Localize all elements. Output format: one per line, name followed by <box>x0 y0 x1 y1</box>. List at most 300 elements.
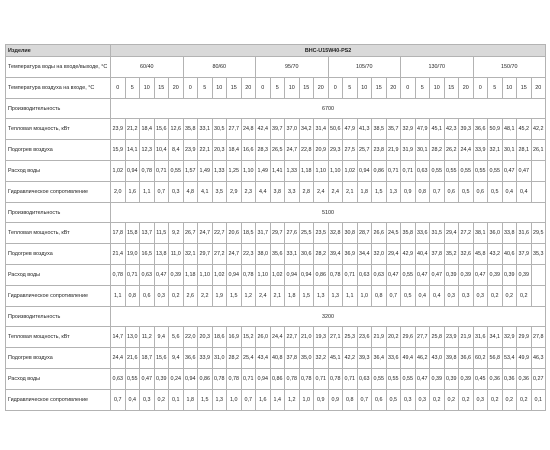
value-cell: 36,9 <box>343 244 358 265</box>
value-cell: 0,7 <box>111 390 126 411</box>
value-cell: 0,3 <box>473 390 488 411</box>
value-cell: 10,4 <box>154 140 169 161</box>
row-label: Расход воды <box>6 161 111 182</box>
value-cell: 0,47 <box>473 265 488 286</box>
value-cell: 37,8 <box>285 348 300 369</box>
value-cell: 18,4 <box>227 140 242 161</box>
row-label: Гидравлическое сопротивление <box>6 390 111 411</box>
value-cell: 17,8 <box>111 223 126 244</box>
value-cell: 0,4 <box>430 286 445 307</box>
value-cell: 0,4 <box>502 182 517 203</box>
value-cell: 31,5 <box>430 223 445 244</box>
value-cell: 56,8 <box>488 348 503 369</box>
value-cell: 0,7 <box>154 182 169 203</box>
value-cell: 30,1 <box>502 140 517 161</box>
data-row <box>6 161 546 182</box>
value-cell: 0,78 <box>212 369 227 390</box>
value-cell: 0,1 <box>531 390 546 411</box>
water-temp-label: Температура воды на входе/выходе, °С <box>6 57 111 78</box>
air-temp-cell: 5 <box>415 78 430 99</box>
value-cell: 36,6 <box>183 348 198 369</box>
value-cell: 0,55 <box>386 369 401 390</box>
data-row <box>6 182 546 203</box>
air-temp-cell: 10 <box>140 78 155 99</box>
data-row <box>6 390 546 411</box>
value-cell: 0,86 <box>270 369 285 390</box>
air-temp-label: Температура воздуха на входе, °С <box>6 78 111 99</box>
value-cell: 1,0 <box>299 390 314 411</box>
value-cell: 0,2 <box>502 286 517 307</box>
value-cell: 35,8 <box>183 119 198 140</box>
value-cell: 29,6 <box>401 327 416 348</box>
value-cell: 0,63 <box>357 265 372 286</box>
value-cell: 0,55 <box>401 369 416 390</box>
value-cell: 25,5 <box>299 223 314 244</box>
row-label: Расход воды <box>6 265 111 286</box>
value-cell: 38,0 <box>256 244 271 265</box>
value-cell: 0,39 <box>169 265 184 286</box>
value-cell: 0,55 <box>401 265 416 286</box>
value-cell: 0,39 <box>459 265 474 286</box>
value-cell: 11,0 <box>169 244 184 265</box>
value-cell: 0,2 <box>502 390 517 411</box>
value-cell: 1,10 <box>198 265 213 286</box>
value-cell: 4,4 <box>256 182 271 203</box>
value-cell: 1,10 <box>256 265 271 286</box>
value-cell: 21,9 <box>459 327 474 348</box>
value-cell: 30,1 <box>415 140 430 161</box>
value-cell: 0,55 <box>444 161 459 182</box>
value-cell: 13,7 <box>140 223 155 244</box>
value-cell: 1,5 <box>299 286 314 307</box>
value-cell: 24,8 <box>241 119 256 140</box>
value-cell: 0,2 <box>154 390 169 411</box>
value-cell: 26,1 <box>531 140 546 161</box>
value-cell: 0,4 <box>517 182 532 203</box>
air-temp-cell: 5 <box>270 78 285 99</box>
value-cell: 38,1 <box>473 223 488 244</box>
value-cell: 26,5 <box>270 140 285 161</box>
row-label: Подогрев воздуха <box>6 244 111 265</box>
value-cell: 2,1 <box>343 182 358 203</box>
value-cell: 1,3 <box>212 390 227 411</box>
value-cell: 0,47 <box>415 265 430 286</box>
value-cell: 33,9 <box>473 140 488 161</box>
value-cell: 14,1 <box>125 140 140 161</box>
air-temp-cell: 10 <box>285 78 300 99</box>
value-cell: 37,0 <box>285 119 300 140</box>
air-temp-cell: 5 <box>488 78 503 99</box>
air-temp-cell: 5 <box>198 78 213 99</box>
value-cell: 0,5 <box>401 286 416 307</box>
value-cell: 22,7 <box>212 223 227 244</box>
value-cell: 29,7 <box>198 244 213 265</box>
value-cell: 33,1 <box>198 119 213 140</box>
value-cell: 45,2 <box>517 119 532 140</box>
data-row <box>6 140 546 161</box>
value-cell: 24,7 <box>198 223 213 244</box>
value-cell: 43,2 <box>488 244 503 265</box>
value-cell: 33,8 <box>502 223 517 244</box>
row-label: Расход воды <box>6 369 111 390</box>
value-cell: 1,5 <box>372 182 387 203</box>
value-cell: 16,6 <box>241 140 256 161</box>
water-range-cell: 150/70 <box>473 57 546 78</box>
value-cell: 0,94 <box>357 161 372 182</box>
value-cell: 0,39 <box>488 265 503 286</box>
value-cell: 40,6 <box>502 244 517 265</box>
capacity-label: Производительность <box>6 99 111 119</box>
value-cell: 26,6 <box>372 223 387 244</box>
value-cell: 29,7 <box>270 223 285 244</box>
value-cell: 33,6 <box>386 348 401 369</box>
value-cell: 32,6 <box>459 244 474 265</box>
air-temp-cell: 0 <box>473 78 488 99</box>
value-cell: 0,4 <box>125 390 140 411</box>
value-cell: 1,49 <box>256 161 271 182</box>
value-cell: 12,6 <box>169 119 184 140</box>
value-cell: 15,9 <box>111 140 126 161</box>
value-cell: 34,2 <box>299 119 314 140</box>
value-cell: 0,2 <box>459 390 474 411</box>
value-cell: 1,33 <box>212 161 227 182</box>
value-cell: 16,5 <box>140 244 155 265</box>
value-cell: 2,8 <box>299 182 314 203</box>
value-cell: 0,55 <box>473 161 488 182</box>
value-cell: 42,4 <box>256 119 271 140</box>
value-cell: 0,94 <box>256 369 271 390</box>
value-cell: 1,1 <box>111 286 126 307</box>
value-cell: 0,36 <box>502 369 517 390</box>
value-cell: 1,0 <box>357 286 372 307</box>
value-cell: 43,4 <box>256 348 271 369</box>
value-cell: 27,2 <box>212 244 227 265</box>
value-cell: 27,1 <box>328 327 343 348</box>
value-cell: 0,63 <box>111 369 126 390</box>
air-temp-cell: 10 <box>357 78 372 99</box>
value-cell: 0,47 <box>154 265 169 286</box>
value-cell: 0,1 <box>169 390 184 411</box>
value-cell: 2,4 <box>314 182 329 203</box>
value-cell: 26,7 <box>183 223 198 244</box>
value-cell: 2,4 <box>328 182 343 203</box>
value-cell: 19,0 <box>125 244 140 265</box>
value-cell: 0,55 <box>125 369 140 390</box>
value-cell: 16,9 <box>227 327 242 348</box>
value-cell: 4,8 <box>183 182 198 203</box>
value-cell: 1,5 <box>227 286 242 307</box>
value-cell: 0,71 <box>343 265 358 286</box>
value-cell: 1,33 <box>285 161 300 182</box>
value-cell: 0,2 <box>169 286 184 307</box>
air-temp-cell: 0 <box>256 78 271 99</box>
value-cell: 35,7 <box>386 119 401 140</box>
value-cell <box>531 182 546 203</box>
value-cell: 20,6 <box>227 223 242 244</box>
value-cell: 0,6 <box>140 286 155 307</box>
capacity-value: 5100 <box>111 203 546 223</box>
value-cell: 22,8 <box>299 140 314 161</box>
value-cell: 1,10 <box>314 161 329 182</box>
air-temp-cell: 15 <box>227 78 242 99</box>
value-cell: 35,8 <box>401 223 416 244</box>
value-cell: 1,8 <box>285 286 300 307</box>
value-cell: 29,5 <box>531 223 546 244</box>
air-temp-cell: 15 <box>444 78 459 99</box>
data-row <box>6 327 546 348</box>
value-cell: 4,1 <box>198 182 213 203</box>
value-cell: 0,3 <box>473 286 488 307</box>
value-cell: 18,4 <box>140 119 155 140</box>
value-cell: 20,3 <box>212 140 227 161</box>
value-cell: 41,3 <box>357 119 372 140</box>
spec-table-wrapper <box>5 44 545 411</box>
value-cell: 1,2 <box>285 390 300 411</box>
capacity-value: 3200 <box>111 307 546 327</box>
value-cell: 21,4 <box>111 244 126 265</box>
value-cell: 9,4 <box>154 327 169 348</box>
value-cell: 36,4 <box>372 348 387 369</box>
value-cell: 20,3 <box>198 327 213 348</box>
value-cell: 1,4 <box>270 390 285 411</box>
value-cell: 0,78 <box>328 265 343 286</box>
value-cell: 31,4 <box>314 119 329 140</box>
value-cell: 0,86 <box>198 369 213 390</box>
value-cell: 29,4 <box>386 244 401 265</box>
value-cell: 0,55 <box>169 161 184 182</box>
value-cell: 0,3 <box>169 182 184 203</box>
value-cell: 11,5 <box>154 223 169 244</box>
value-cell: 0,8 <box>372 286 387 307</box>
value-cell: 23,9 <box>444 327 459 348</box>
value-cell: 1,2 <box>241 286 256 307</box>
value-cell: 31,6 <box>517 223 532 244</box>
value-cell: 0,94 <box>227 265 242 286</box>
value-cell: 0,55 <box>430 161 445 182</box>
air-temp-cell: 15 <box>517 78 532 99</box>
value-cell: 47,9 <box>343 119 358 140</box>
value-cell: 0,78 <box>227 369 242 390</box>
value-cell: 35,3 <box>531 244 546 265</box>
water-range-cell: 105/70 <box>328 57 401 78</box>
value-cell: 23,9 <box>183 140 198 161</box>
value-cell: 15,8 <box>125 223 140 244</box>
capacity-value: 6700 <box>111 99 546 119</box>
value-cell: 0,5 <box>386 390 401 411</box>
water-range-cell: 130/70 <box>401 57 474 78</box>
product-label: Изделие <box>6 45 111 57</box>
value-cell: 1,6 <box>125 182 140 203</box>
value-cell: 0,71 <box>154 161 169 182</box>
value-cell: 46,2 <box>415 348 430 369</box>
value-cell: 0,7 <box>241 390 256 411</box>
value-cell: 39,4 <box>328 244 343 265</box>
value-cell: 20,2 <box>386 327 401 348</box>
value-cell: 1,18 <box>299 161 314 182</box>
row-label: Тепловая мощность, кВт <box>6 327 111 348</box>
air-temp-cell: 5 <box>125 78 140 99</box>
value-cell: 1,0 <box>227 390 242 411</box>
value-cell <box>531 286 546 307</box>
air-temp-cell: 20 <box>459 78 474 99</box>
value-cell: 13,8 <box>154 244 169 265</box>
value-cell: 0,8 <box>343 390 358 411</box>
value-cell: 2,1 <box>270 286 285 307</box>
value-cell: 1,57 <box>183 161 198 182</box>
value-cell: 0,3 <box>154 286 169 307</box>
water-temp-row <box>6 57 546 78</box>
air-temp-cell: 20 <box>169 78 184 99</box>
value-cell: 47,9 <box>415 119 430 140</box>
value-cell: 35,2 <box>444 244 459 265</box>
capacity-row <box>6 99 546 119</box>
value-cell: 22,3 <box>241 244 256 265</box>
value-cell: 0,47 <box>430 265 445 286</box>
water-range-cell: 95/70 <box>256 57 329 78</box>
air-temp-cell: 0 <box>183 78 198 99</box>
value-cell: 22,7 <box>285 327 300 348</box>
air-temp-cell: 15 <box>154 78 169 99</box>
value-cell: 21,6 <box>125 348 140 369</box>
value-cell: 22,0 <box>183 327 198 348</box>
value-cell: 1,3 <box>328 286 343 307</box>
data-row <box>6 265 546 286</box>
value-cell: 53,4 <box>502 348 517 369</box>
value-cell: 1,02 <box>343 161 358 182</box>
air-temp-cell: 0 <box>328 78 343 99</box>
capacity-label: Производительность <box>6 307 111 327</box>
value-cell: 0,47 <box>140 369 155 390</box>
data-row <box>6 119 546 140</box>
value-cell: 0,36 <box>517 369 532 390</box>
value-cell: 29,9 <box>517 327 532 348</box>
value-cell: 45,1 <box>430 119 445 140</box>
value-cell: 30,8 <box>343 223 358 244</box>
value-cell: 2,2 <box>198 286 213 307</box>
value-cell: 28,7 <box>357 223 372 244</box>
value-cell: 0,55 <box>459 161 474 182</box>
value-cell: 0,86 <box>314 265 329 286</box>
value-cell: 1,02 <box>111 161 126 182</box>
value-cell: 0,9 <box>314 390 329 411</box>
value-cell: 28,3 <box>256 140 271 161</box>
value-cell: 18,5 <box>241 223 256 244</box>
value-cell: 26,0 <box>256 327 271 348</box>
value-cell: 25,3 <box>343 327 358 348</box>
value-cell: 2,6 <box>183 286 198 307</box>
value-cell: 22,1 <box>198 140 213 161</box>
value-cell <box>531 265 546 286</box>
value-cell: 24,7 <box>285 140 300 161</box>
air-temp-cell: 15 <box>299 78 314 99</box>
value-cell: 9,4 <box>169 348 184 369</box>
value-cell: 40,8 <box>270 348 285 369</box>
value-cell: 0,7 <box>430 182 445 203</box>
air-temp-cell: 0 <box>401 78 416 99</box>
value-cell: 32,1 <box>183 244 198 265</box>
value-cell: 24,4 <box>459 140 474 161</box>
air-temp-cell: 15 <box>372 78 387 99</box>
row-label: Тепловая мощность, кВт <box>6 223 111 244</box>
value-cell: 42,3 <box>444 119 459 140</box>
air-temp-cell: 20 <box>386 78 401 99</box>
water-range-cell: 80/60 <box>183 57 256 78</box>
value-cell: 38,5 <box>372 119 387 140</box>
value-cell: 49,4 <box>401 348 416 369</box>
value-cell: 14,7 <box>111 327 126 348</box>
value-cell: 23,5 <box>314 223 329 244</box>
value-cell: 0,47 <box>386 265 401 286</box>
value-cell: 27,5 <box>343 140 358 161</box>
value-cell: 1,5 <box>198 390 213 411</box>
value-cell: 23,9 <box>111 119 126 140</box>
value-cell: 0,71 <box>401 161 416 182</box>
value-cell: 0,55 <box>372 369 387 390</box>
value-cell: 42,9 <box>401 244 416 265</box>
value-cell: 1,25 <box>227 161 242 182</box>
value-cell: 39,3 <box>357 348 372 369</box>
value-cell: 1,10 <box>328 161 343 182</box>
value-cell: 35,0 <box>299 348 314 369</box>
model-name: BHC-U15W40-PS2 <box>111 45 546 57</box>
value-cell: 34,4 <box>357 244 372 265</box>
value-cell: 50,9 <box>488 119 503 140</box>
value-cell: 25,7 <box>357 140 372 161</box>
air-temp-cell: 20 <box>531 78 546 99</box>
value-cell: 33,1 <box>285 244 300 265</box>
value-cell: 0,39 <box>517 265 532 286</box>
value-cell: 1,10 <box>241 161 256 182</box>
value-cell: 36,0 <box>488 223 503 244</box>
value-cell: 45,8 <box>473 244 488 265</box>
value-cell: 27,7 <box>227 119 242 140</box>
value-cell: 0,63 <box>357 369 372 390</box>
value-cell: 32,1 <box>488 140 503 161</box>
value-cell: 37,9 <box>517 244 532 265</box>
water-range-cell: 60/40 <box>111 57 184 78</box>
value-cell: 0,45 <box>473 369 488 390</box>
value-cell: 0,9 <box>401 182 416 203</box>
value-cell: 31,0 <box>212 348 227 369</box>
value-cell: 0,2 <box>430 390 445 411</box>
value-cell: 1,3 <box>386 182 401 203</box>
capacity-row <box>6 307 546 327</box>
value-cell: 0,47 <box>415 369 430 390</box>
value-cell: 1,8 <box>183 390 198 411</box>
value-cell: 60,2 <box>473 348 488 369</box>
value-cell: 0,71 <box>343 369 358 390</box>
value-cell: 25,8 <box>430 327 445 348</box>
data-row <box>6 369 546 390</box>
value-cell: 1,1 <box>343 286 358 307</box>
value-cell: 0,94 <box>299 265 314 286</box>
value-cell: 21,2 <box>125 119 140 140</box>
value-cell: 0,39 <box>502 265 517 286</box>
value-cell: 33,6 <box>415 223 430 244</box>
value-cell: 23,6 <box>357 327 372 348</box>
value-cell: 20,9 <box>314 140 329 161</box>
spec-table <box>5 44 546 411</box>
value-cell: 2,9 <box>227 182 242 203</box>
data-row <box>6 244 546 265</box>
value-cell: 42,2 <box>531 119 546 140</box>
value-cell: 8,4 <box>169 140 184 161</box>
value-cell: 36,6 <box>473 119 488 140</box>
value-cell: 0,6 <box>372 390 387 411</box>
data-row <box>6 223 546 244</box>
value-cell: 11,2 <box>140 327 155 348</box>
air-temp-cell: 10 <box>212 78 227 99</box>
